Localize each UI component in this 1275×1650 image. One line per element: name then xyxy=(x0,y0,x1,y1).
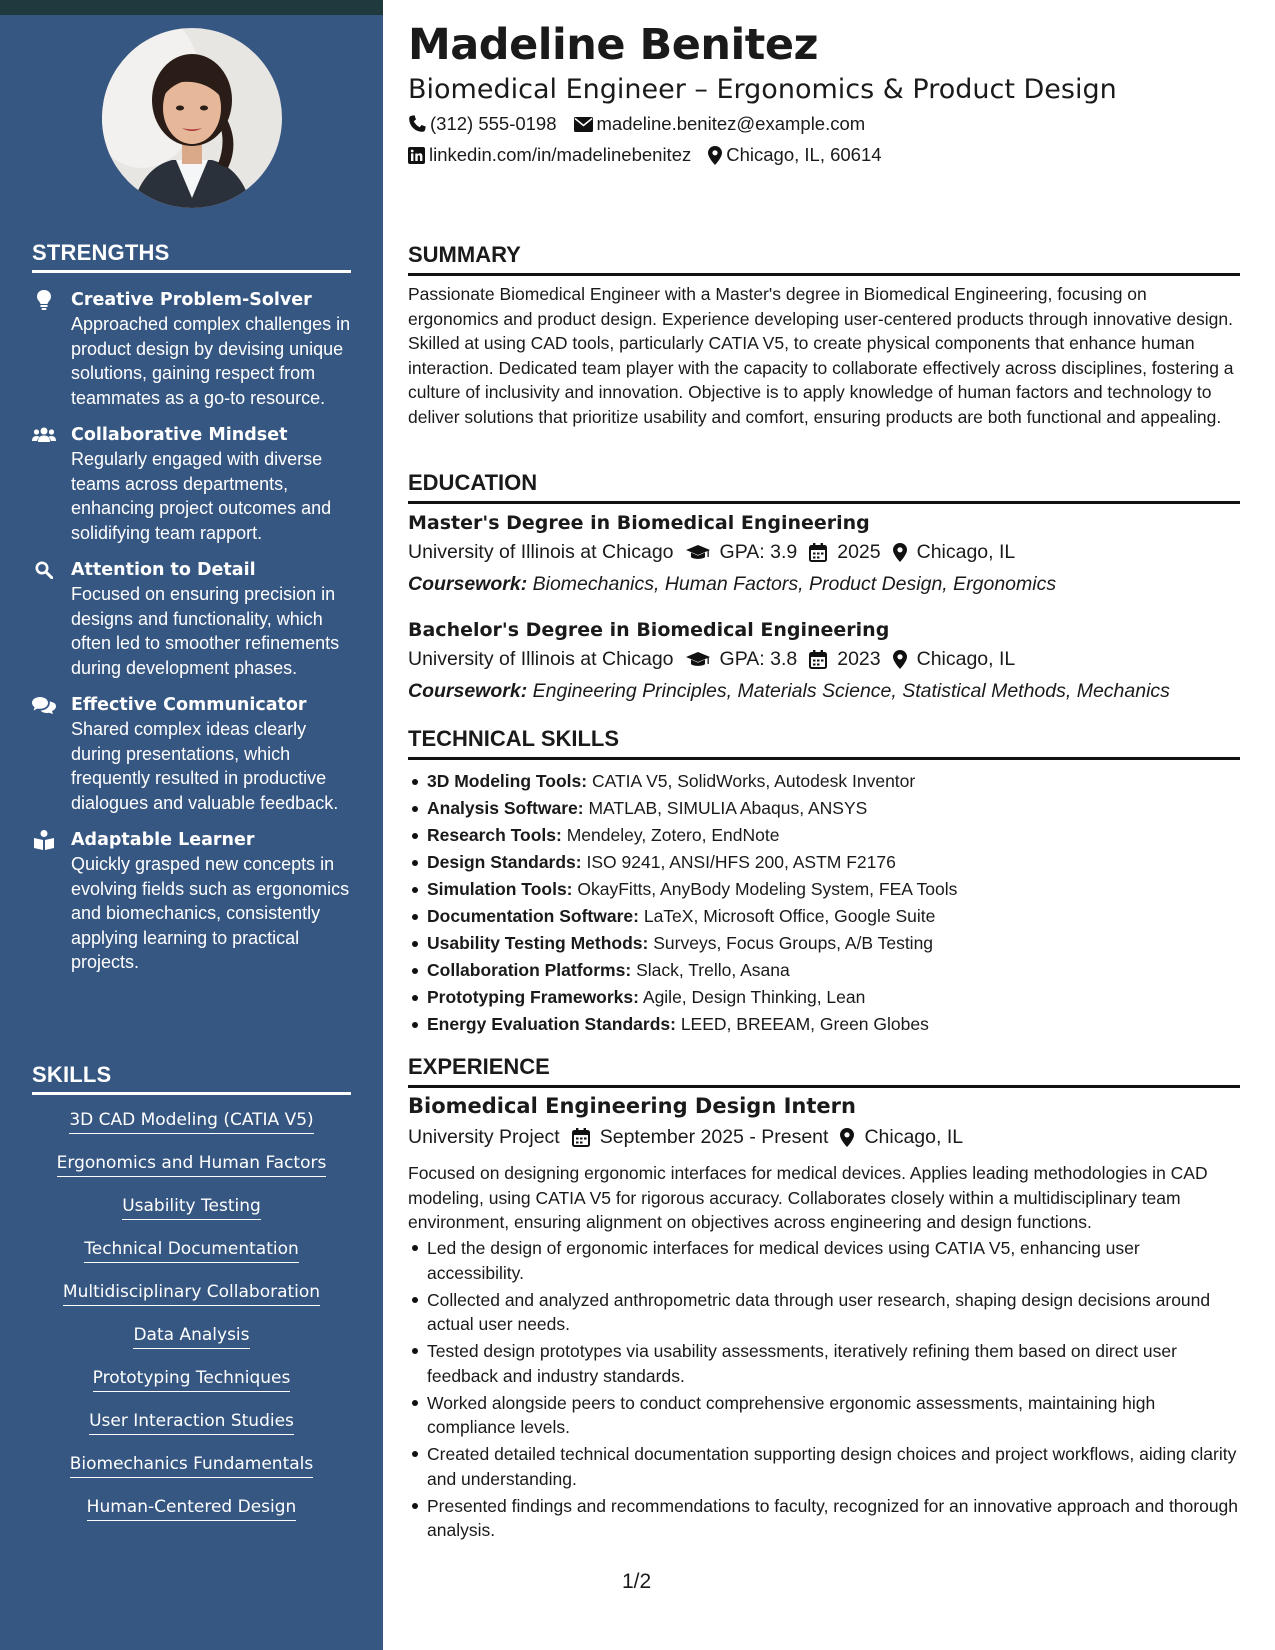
strength-description: Focused on ensuring precision in designs and functionality, which often led to smoother refinements during development phases. xyxy=(71,584,340,678)
school-location: Chicago, IL xyxy=(916,648,1016,670)
job-title: Biomedical Engineering Design Intern xyxy=(408,1094,856,1118)
comments-icon xyxy=(32,695,56,715)
sidebar xyxy=(0,0,383,1650)
strength-title: Attention to Detail xyxy=(71,560,256,580)
strength-description: Approached complex challenges in product design by devising unique solutions, gaining respect from teammates as a go-to resource. xyxy=(71,314,351,408)
calendar-icon xyxy=(809,650,827,669)
degree-title: Master's Degree in Biomedical Engineering xyxy=(408,512,870,534)
graduation-cap-icon xyxy=(686,545,710,561)
skill-item: 3D CAD Modeling (CATIA V5) xyxy=(32,1108,351,1134)
job-description: Focused on designing ergonomic interfaces for medical devices. Applies leading methodologies in CAD modeling, using CATIA V5 for rigorous accuracy. Collaborates closely within a multidisciplinary team environment, ensuring alignment on objectives across engineering and design functions. xyxy=(408,1163,1208,1232)
coursework-label: Coursework: xyxy=(408,573,528,595)
technical-skill-item: Prototyping Frameworks: Agile, Design Thinking, Lean xyxy=(408,984,1240,1011)
job-bullet: Led the design of ergonomic interfaces for medical devices using CATIA V5, enhancing user accessibility. xyxy=(408,1236,1240,1285)
strength-title: Creative Problem-Solver xyxy=(71,290,312,310)
job-location: Chicago, IL xyxy=(864,1126,964,1148)
degree-title: Bachelor's Degree in Biomedical Engineering xyxy=(408,619,890,641)
linkedin-icon xyxy=(408,147,425,164)
technical-skills-list xyxy=(408,768,1240,1038)
gpa: GPA: 3.8 xyxy=(719,648,798,670)
strength-description: Shared complex ideas clearly during presentations, which frequently resulted in productive dialogues and valuable feedback. xyxy=(71,719,339,813)
graduation-cap-icon xyxy=(686,652,710,668)
job-bullet: Created detailed technical documentation supporting design choices and project workflows, aiding clarity and understanding. xyxy=(408,1442,1240,1491)
avatar xyxy=(102,28,282,208)
skills-heading: SKILLS xyxy=(32,1062,351,1095)
experience-heading: EXPERIENCE xyxy=(408,1054,1240,1088)
gpa: GPA: 3.9 xyxy=(719,541,798,563)
strength-item xyxy=(32,693,352,815)
location-pin-icon xyxy=(840,1128,854,1147)
location-pin-icon xyxy=(893,543,907,562)
technical-skill-item: 3D Modeling Tools: CATIA V5, SolidWorks, Autodesk Inventor xyxy=(408,768,1240,795)
candidate-name: Madeline Benitez xyxy=(408,20,819,70)
coursework-list: Engineering Principles, Materials Science, Statistical Methods, Mechanics xyxy=(532,680,1170,702)
coursework-list: Biomechanics, Human Factors, Product Design, Ergonomics xyxy=(532,573,1057,595)
graduation-year: 2025 xyxy=(837,541,881,563)
technical-skill-item: Documentation Software: LaTeX, Microsoft Office, Google Suite xyxy=(408,903,1240,930)
summary-text: Passionate Biomedical Engineer with a Master's degree in Biomedical Engineering, focusing on ergonomics and product design. Experience developing user-centered products through innovative design. Skilled at using CAD tools, particularly CATIA V5, to create physical components that enhance human interaction. Dedicated team player with the capacity to collaborate effectively across disciplines, fostering a culture of inclusivity and innovation. Objective is to apply knowledge of human factors and technology to deliver solutions that prioritize usability and comfort, ensuring products are both functional and appealing. xyxy=(408,284,1234,427)
job-dates: September 2025 - Present xyxy=(599,1126,829,1148)
education-heading: EDUCATION xyxy=(408,470,1240,504)
phone-icon xyxy=(408,115,426,133)
location-pin-icon xyxy=(708,146,722,165)
strength-description: Quickly grasped new concepts in evolving fields such as ergonomics and biomechanics, consistently applying learning to practical projects. xyxy=(71,854,350,972)
skill-item: Multidisciplinary Collaboration xyxy=(32,1280,351,1306)
skill-item: Data Analysis xyxy=(32,1323,351,1349)
email-link[interactable]: madeline.benitez@example.com xyxy=(596,113,866,134)
strength-item xyxy=(32,423,352,545)
page-number: 1/2 xyxy=(622,1570,652,1593)
skill-item: Human-Centered Design xyxy=(32,1495,351,1521)
job-organization: University Project xyxy=(408,1126,560,1148)
technical-skill-item: Analysis Software: MATLAB, SIMULIA Abaqus, ANSYS xyxy=(408,795,1240,822)
skill-item: Usability Testing xyxy=(32,1194,351,1220)
technical-skills-heading: TECHNICAL SKILLS xyxy=(408,726,1240,760)
skill-item: Prototyping Techniques xyxy=(32,1366,351,1392)
technical-skill-item: Usability Testing Methods: Surveys, Focus Groups, A/B Testing xyxy=(408,930,1240,957)
job-bullet: Collected and analyzed anthropometric data through user research, shaping design decisions around actual user needs. xyxy=(408,1288,1240,1337)
email-icon xyxy=(574,117,593,132)
job-meta xyxy=(408,1126,963,1149)
skill-item: User Interaction Studies xyxy=(32,1409,351,1435)
phone-number[interactable]: (312) 555-0198 xyxy=(430,113,557,134)
job-bullet: Tested design prototypes via usability assessments, iteratively refining them based on direct user feedback and industry standards. xyxy=(408,1339,1240,1388)
coursework-label: Coursework: xyxy=(408,680,528,702)
technical-skill-item: Research Tools: Mendeley, Zotero, EndNote xyxy=(408,822,1240,849)
book-reader-icon xyxy=(32,830,56,850)
coursework xyxy=(408,680,1170,703)
technical-skill-item: Design Standards: ISO 9241, ANSI/HFS 200, ASTM F2176 xyxy=(408,849,1240,876)
users-icon xyxy=(32,425,56,445)
strengths-list xyxy=(32,288,352,988)
school-name: University of Illinois at Chicago xyxy=(408,648,674,670)
school-location: Chicago, IL xyxy=(916,541,1016,563)
skills-list xyxy=(32,1108,351,1538)
search-icon xyxy=(32,560,56,580)
calendar-icon xyxy=(572,1128,590,1147)
skill-item: Ergonomics and Human Factors xyxy=(32,1151,351,1177)
job-bullets xyxy=(408,1236,1240,1545)
strength-title: Adaptable Learner xyxy=(71,830,255,850)
technical-skill-item: Simulation Tools: OkayFitts, AnyBody Modeling System, FEA Tools xyxy=(408,876,1240,903)
strength-description: Regularly engaged with diverse teams across departments, enhancing project outcomes and solidifying team rapport. xyxy=(71,449,332,543)
job-bullet: Presented findings and recommendations to faculty, recognized for an innovative approach and thorough analysis. xyxy=(408,1494,1240,1543)
strength-item xyxy=(32,828,352,975)
lightbulb-icon xyxy=(32,290,56,310)
strength-title: Effective Communicator xyxy=(71,695,307,715)
strength-item xyxy=(32,558,352,680)
contact-row-2 xyxy=(408,144,899,166)
contact-row-1 xyxy=(408,113,882,135)
job-subtitle: Biomedical Engineer – Ergonomics & Product Design xyxy=(408,74,1117,105)
coursework xyxy=(408,573,1056,596)
strength-item xyxy=(32,288,352,410)
strength-title: Collaborative Mindset xyxy=(71,425,288,445)
technical-skill-item: Collaboration Platforms: Slack, Trello, Asana xyxy=(408,957,1240,984)
skill-item: Technical Documentation xyxy=(32,1237,351,1263)
location-pin-icon xyxy=(893,650,907,669)
calendar-icon xyxy=(809,543,827,562)
degree-meta xyxy=(408,648,1015,671)
technical-skill-item: Energy Evaluation Standards: LEED, BREEAM, Green Globes xyxy=(408,1011,1240,1038)
skill-item: Biomechanics Fundamentals xyxy=(32,1452,351,1478)
summary-heading: SUMMARY xyxy=(408,242,1240,276)
location-text: Chicago, IL, 60614 xyxy=(726,144,882,165)
degree-meta xyxy=(408,541,1015,564)
sidebar-top-bar xyxy=(0,0,383,15)
job-bullet: Worked alongside peers to conduct comprehensive ergonomic assessments, maintaining high compliance levels. xyxy=(408,1391,1240,1440)
linkedin-link[interactable]: linkedin.com/in/madelinebenitez xyxy=(429,144,692,165)
graduation-year: 2023 xyxy=(837,648,881,670)
strengths-heading: STRENGTHS xyxy=(32,240,351,273)
school-name: University of Illinois at Chicago xyxy=(408,541,674,563)
